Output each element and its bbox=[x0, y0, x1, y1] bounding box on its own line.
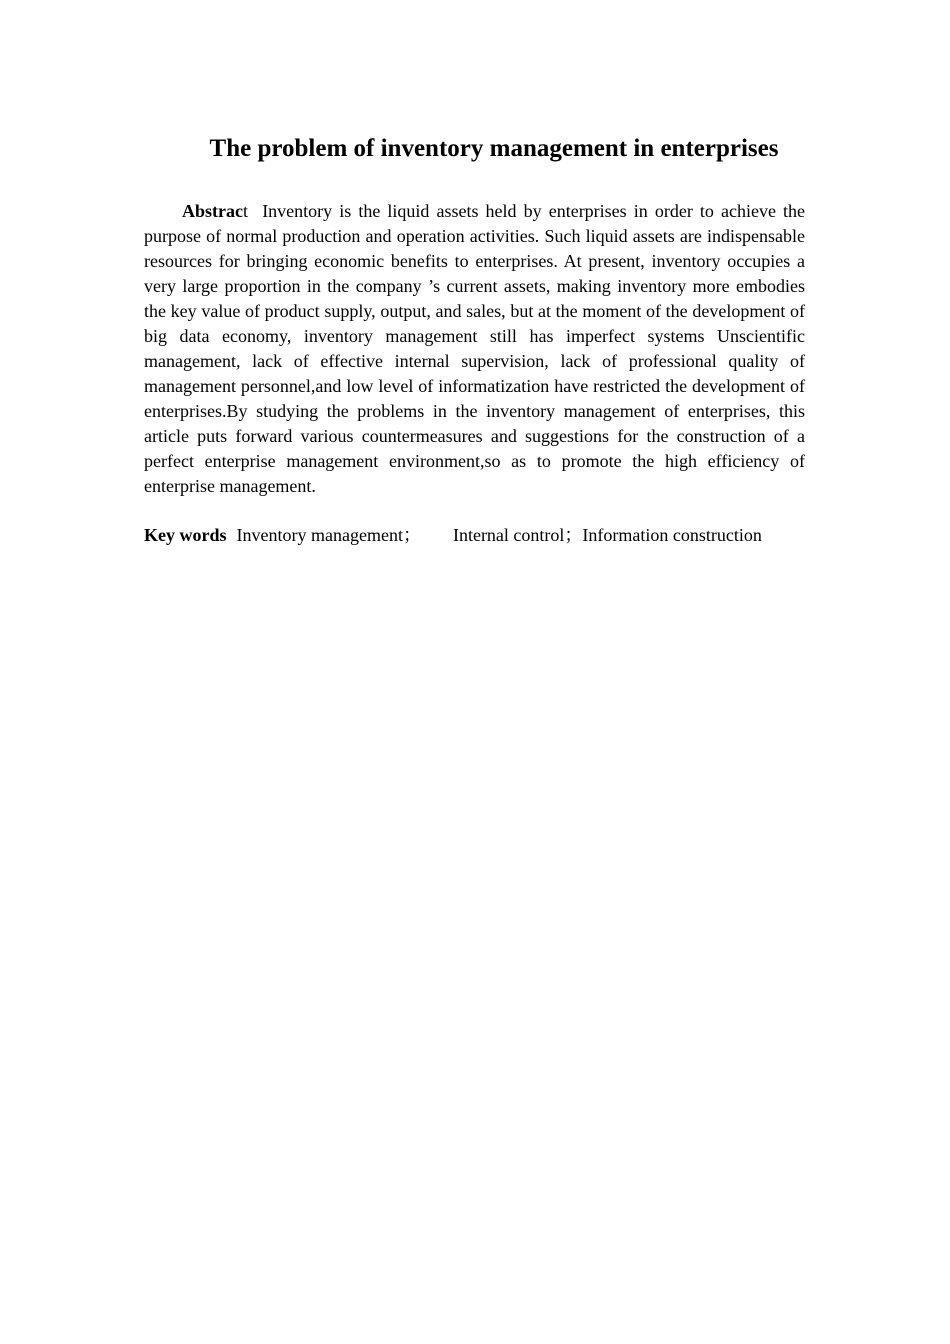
keywords-line bbox=[144, 523, 824, 548]
keyword-item: Internal control； bbox=[452, 525, 583, 545]
abstract-label-tail: t bbox=[243, 201, 249, 221]
abstract-paragraph bbox=[144, 199, 805, 499]
keyword-item: Information construction bbox=[582, 525, 762, 545]
keywords-label: Key words bbox=[144, 525, 227, 545]
document-title: The problem of inventory management in enterprises bbox=[209, 135, 779, 162]
abstract-text: Inventory is the liquid assets held by enterprises in order to achieve the purpose of normal production and operation activities. Such liquid assets are indispensable resources for bringing economic benefits to enterprises. At present, inventory occupies a very large proportion in the company ’s current assets, making inventory more embodies the key value of product supply, output, and sales, but at the moment of the development of big data economy, inventory management still has imperfect systems Unscientific management, lack of effective internal supervision, lack of professional quality of management personnel,and low level of informatization have restricted the development of enterprises.By studying the problems in the inventory management of enterprises, this article puts forward various countermeasures and suggestions for the construction of a perfect enterprise management environment,so as to promote the high efficiency of enterprise management. bbox=[144, 201, 806, 496]
abstract-label: Abstrac bbox=[182, 201, 243, 221]
keyword-item: Inventory management； bbox=[236, 525, 421, 545]
